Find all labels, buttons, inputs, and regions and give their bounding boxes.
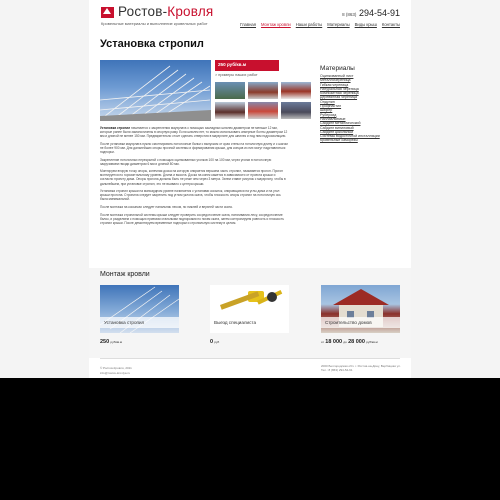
sidebar-item[interactable]: Сайдинг виниловый — [320, 125, 354, 130]
sidebar-item[interactable]: Натуральная черепица — [320, 86, 359, 91]
article-paragraph — [100, 126, 288, 138]
nav-contacts[interactable]: Контакты — [381, 22, 400, 27]
sidebar-item[interactable]: Ондулин — [320, 99, 335, 104]
examples-link[interactable]: > примеры наших работ — [215, 73, 258, 77]
sidebar-item[interactable]: Шифер — [320, 108, 333, 113]
footer-right — [321, 364, 401, 373]
price-mid: до — [343, 340, 347, 344]
price-unit: руб/кв.м — [366, 340, 378, 344]
materials-sidebar — [320, 65, 400, 143]
phone-code: 8 (863) — [342, 12, 357, 17]
rafter-illustration — [100, 60, 211, 121]
sidebar-item[interactable]: Кровельные саморезы — [320, 138, 358, 143]
price-value-max: 28 000 — [348, 339, 365, 345]
sidebar-item[interactable]: Оцинкованный лист — [320, 74, 354, 78]
card-price — [321, 339, 378, 345]
card-label: Выезд специалиста — [210, 317, 289, 328]
card-label: Установка стропил — [100, 317, 179, 328]
top-navigation — [240, 22, 400, 27]
sidebar-item[interactable]: Рубероид — [320, 112, 337, 117]
main-photo — [100, 60, 211, 121]
service-card-specialist[interactable] — [210, 285, 289, 333]
article-paragraph: После установки мауэрлата нужно смонтировать потолочные балки с выпуском от края стены на потолочную длину и с шагом не более 900 мм. Для дальнейших опоры прочной системы и формирования крыши, для концов из них могут надставляться подпорки. — [100, 141, 288, 154]
logo-accent-text: Кровля — [167, 4, 214, 19]
footer-phone: Тел.: 8 (863) 294-54-91 — [321, 368, 353, 373]
price-unit: руб — [214, 340, 220, 344]
price-unit: руб/кв.м — [110, 340, 122, 344]
nav-works[interactable]: Наши работы — [295, 22, 323, 27]
price-prefix: от — [321, 340, 324, 344]
page-title: Установка стропил — [100, 38, 204, 50]
article-paragraph: Установка стропил крыши на мансардном уровне начинается с установки косынок, опирающихся на углы дома и на угол крыши прогона. Стропила следует закрепить под углом уклона ската, чтобы плоскость опоры стропил на потолочную ось была минимальной. — [100, 189, 281, 202]
copyright: © Ростов-Кровля, 2011 — [100, 366, 132, 370]
sidebar-item[interactable]: Сайдинг цокольный — [320, 129, 354, 134]
article-paragraph: После монтажа на косынках следует напильник лесом, по нижней и верхней части ската. — [100, 204, 233, 209]
thumbnail-gallery — [215, 82, 311, 119]
gallery-thumbnail[interactable] — [281, 82, 311, 99]
price-value: 0 — [210, 339, 214, 345]
card-label: Строительство домов — [321, 317, 400, 328]
logo-icon[interactable] — [101, 7, 114, 18]
article-paragraph: Закрепление потолочных перекрытий с помощью оцинкованных уголков 100 на 100 мм, через уголки в потолочную закручиваем гвозди диаметром 6 мм и длиной 80 мм. — [100, 157, 272, 166]
tagline: Кровельные материалы и выполнение кровельных работ — [101, 21, 208, 26]
nav-montazh[interactable]: Монтаж кровли — [261, 22, 291, 27]
nav-roof-types[interactable]: Виды крыш — [354, 22, 377, 27]
paragraph-text: начинается с закрепления мауэрлата с помощью закладных шпилек диаметром не меньше 12 мм, которые ранее были замоноличены в опорную раму. Если шпилек нет, то можно использовать анкерные болты диаметром 12 мм и длиной не менее 150 мм. Предварительно стоит сделать отверстия в мауэрлате для шпилек и под ним гидроизоляцию. — [100, 126, 288, 139]
article-paragraph: После монтажа стропильной системы крыши следует проверить сосредоточение ската, натягивания лесу, сосредоточение балок, и разделяем с помощью приемом стальными подпорками по ногам ската, затем контролируем ровность и плоскость стропил крыши. После демонтируем временные подпорки и стропильную систему в целом. — [100, 212, 285, 225]
footer-email[interactable]: info@rostov-krovlya.ru — [100, 370, 131, 375]
price-value: 18 000 — [325, 339, 343, 345]
article-paragraph: Монтируем вторую точку опоры, конечная доска на которую опирается вершина часть стропил, называется прогон. Прогон монтируется по горизонтальному уровню. Длина и высота. Доска на конек кажется в зависимости от проекта крыши и согласно проекту дома. Опоры прогона должны быть не реже чем через 3 метра. Затем ставят рисунок с мауэрлату, чтобы в дальнейшем, при установке стропил, это не вызвало с центра крыши. — [100, 169, 286, 186]
gallery-thumbnail[interactable] — [248, 82, 278, 99]
sidebar-item[interactable]: Сайдинг металлический — [320, 121, 361, 126]
phone-number: 294-54-91 — [358, 8, 400, 18]
logo-main-text: Ростов- — [118, 4, 168, 19]
price-value: 250 — [100, 339, 110, 345]
sidebar-item[interactable]: Композитная черепица — [320, 91, 359, 96]
sidebar-item[interactable]: Наплавляемые — [320, 116, 346, 121]
gallery-thumbnail[interactable] — [281, 102, 311, 119]
service-card-houses[interactable] — [321, 285, 400, 333]
card-price — [210, 339, 219, 345]
footer-divider — [100, 358, 400, 359]
lead-text: Установка стропил — [100, 126, 131, 130]
gallery-thumbnail[interactable] — [215, 102, 245, 119]
logo[interactable] — [118, 4, 213, 19]
card-price — [100, 339, 122, 345]
footer-address: 2000 Белгородская обл. г. Ростов-на-Дону, Вербицкая ул. — [321, 364, 401, 368]
sidebar-item[interactable]: Деревянная черепица — [320, 95, 358, 100]
montazh-title: Монтаж кровли — [100, 271, 150, 278]
sidebar-item[interactable]: Профнастил — [320, 104, 342, 109]
nav-materials[interactable]: Материалы — [327, 22, 350, 27]
sidebar-item[interactable]: Гибкая черепица — [320, 82, 349, 87]
price-badge: 250 руб/кв.м — [215, 60, 279, 71]
gallery-thumbnail[interactable] — [248, 102, 278, 119]
sidebar-item[interactable]: Системы водосточной инсталляции — [320, 134, 380, 139]
sidebar-title: Материалы — [320, 65, 355, 72]
page — [89, 0, 411, 378]
sidebar-item[interactable]: Металлочерепица — [320, 78, 351, 83]
article-body — [100, 126, 288, 228]
gallery-thumbnail[interactable] — [215, 82, 245, 99]
footer-left — [100, 366, 132, 375]
phone — [342, 8, 400, 18]
service-card-rafters[interactable] — [100, 285, 179, 333]
nav-home[interactable]: Главная — [240, 22, 257, 27]
